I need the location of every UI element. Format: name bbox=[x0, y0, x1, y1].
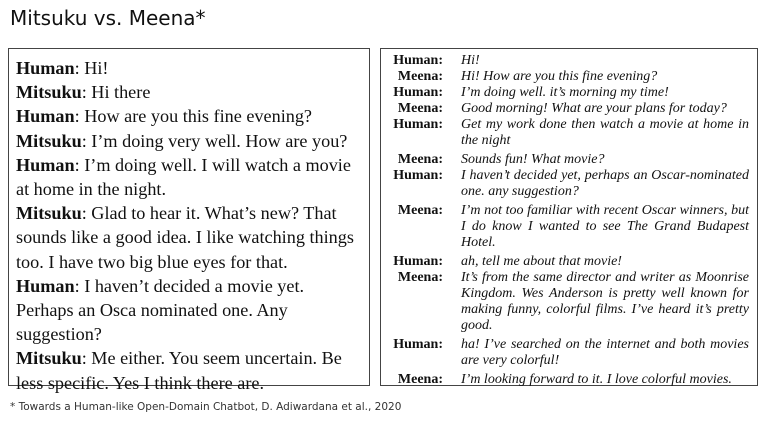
transcript-line bbox=[16, 346, 363, 394]
transcript-line bbox=[387, 254, 749, 270]
speaker-label: Human: bbox=[393, 337, 443, 352]
utterance: I’m not too familiar with recent Oscar winners, but I do know I wanted to see The Grand Budapest Hotel. bbox=[461, 203, 749, 250]
utterance: : I haven’t decided a movie yet. Perhaps an Osca nominated one. Any suggestion? bbox=[16, 275, 305, 345]
utterance: : I’m doing very well. How are you? bbox=[81, 130, 348, 151]
speaker-label: Human bbox=[16, 275, 75, 296]
speaker-label: Meena: bbox=[397, 270, 443, 285]
transcript-line bbox=[16, 153, 363, 201]
utterance: It’s from the same director and writer as Moonrise Kingdom. Wes Anderson is pretty well known for making funny, colorful films. I’ve heard it’s pretty good. bbox=[461, 270, 749, 333]
transcript-line bbox=[387, 69, 749, 85]
speaker-label: Meena: bbox=[397, 152, 443, 167]
speaker-label: Human bbox=[16, 58, 75, 78]
speaker-label: Mitsuku bbox=[16, 82, 82, 103]
transcript-line bbox=[387, 117, 749, 149]
utterance: Sounds fun! What movie? bbox=[461, 152, 605, 167]
speaker-label: Human bbox=[16, 106, 75, 127]
speaker-label: Human bbox=[16, 154, 75, 175]
transcript-line bbox=[16, 80, 363, 104]
transcript-line bbox=[387, 203, 749, 251]
transcript-line bbox=[16, 56, 363, 80]
transcript-line bbox=[16, 274, 363, 347]
speaker-label: Mitsuku bbox=[16, 130, 82, 151]
speaker-label: Meena: bbox=[397, 69, 443, 84]
utterance: ah, tell me about that movie! bbox=[461, 254, 622, 269]
transcript-line bbox=[387, 53, 749, 69]
utterance: Good morning! What are your plans for today? bbox=[461, 101, 727, 116]
utterance: : Hi! bbox=[74, 58, 109, 78]
transcript-line bbox=[387, 85, 749, 101]
speaker-label: Mitsuku bbox=[16, 203, 82, 224]
speaker-label: Human: bbox=[393, 168, 443, 183]
transcript-line bbox=[387, 168, 749, 200]
transcript-line bbox=[387, 101, 749, 117]
transcript-line bbox=[387, 337, 749, 369]
mitsuku-transcript bbox=[8, 48, 370, 393]
citation-footnote: * Towards a Human-like Open-Domain Chatbot, D. Adiwardana et al., 2020 bbox=[10, 401, 402, 413]
utterance: I’m looking forward to it. I love colorful movies. bbox=[461, 372, 732, 387]
utterance: : I’m doing well. I will watch a movie at home in the night. bbox=[16, 154, 351, 200]
utterance: Hi! How are you this fine evening? bbox=[461, 69, 658, 84]
utterance: : Hi there bbox=[81, 82, 151, 103]
speaker-label: Human: bbox=[393, 117, 443, 132]
utterance: Hi! bbox=[461, 53, 480, 68]
meena-transcript bbox=[380, 48, 758, 386]
utterance: ha! I’ve searched on the internet and both movies are very colorful! bbox=[461, 337, 749, 368]
transcript-line bbox=[16, 201, 363, 274]
utterance: : How are you this fine evening? bbox=[74, 106, 313, 127]
utterance: Get my work done then watch a movie at home in the night bbox=[461, 117, 749, 148]
speaker-label: Human: bbox=[393, 53, 443, 68]
transcript-line bbox=[387, 270, 749, 334]
speaker-label: Human: bbox=[393, 254, 443, 269]
speaker-label: Meena: bbox=[397, 203, 443, 218]
speaker-label: Human: bbox=[393, 85, 443, 100]
utterance: I haven’t decided yet, perhaps an Oscar-nominated one. any suggestion? bbox=[461, 168, 749, 199]
speaker-label: Mitsuku bbox=[16, 348, 82, 369]
transcript-line bbox=[387, 152, 749, 168]
utterance: I’m doing well. it’s morning my time! bbox=[461, 85, 669, 100]
slide-title: Mitsuku vs. Meena* bbox=[10, 6, 206, 30]
speaker-label: Meena: bbox=[397, 101, 443, 116]
utterance: : Me either. You seem uncertain. Be less specific. Yes I think there are. bbox=[16, 348, 342, 393]
utterance: : Glad to hear it. What’s new? That sounds like a good idea. I like watching things too. I have two big blue eyes for that. bbox=[16, 203, 354, 272]
transcript-line bbox=[387, 372, 749, 388]
transcript-line bbox=[16, 129, 363, 153]
transcript-line bbox=[16, 104, 363, 128]
speaker-label: Meena: bbox=[397, 372, 443, 387]
